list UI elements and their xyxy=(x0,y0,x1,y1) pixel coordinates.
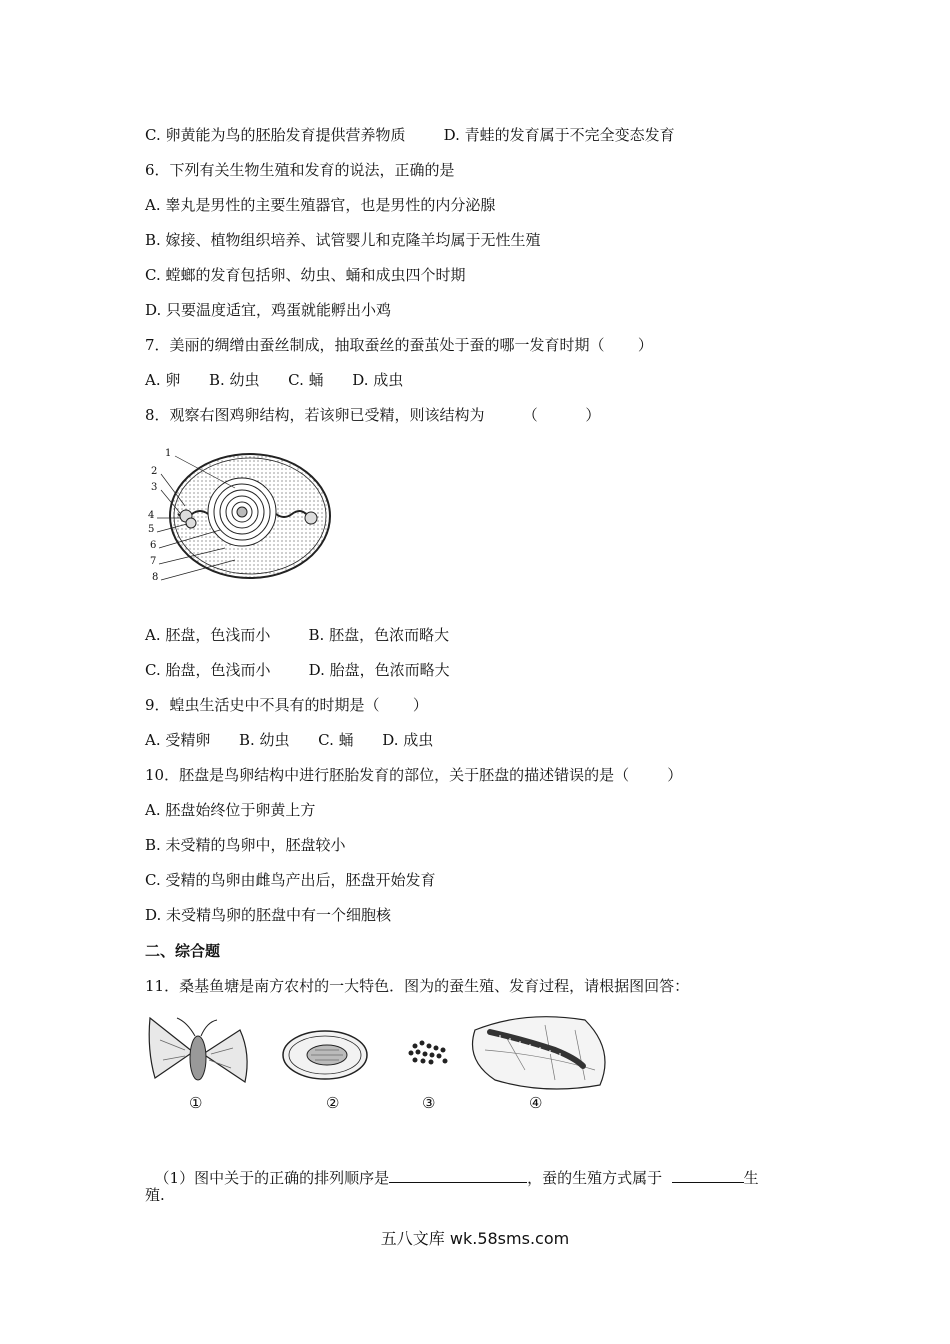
q11-part1-suffix: 生 xyxy=(743,1169,759,1187)
line-2: A. 睾丸是男性的主要生殖器官，也是男性的内分泌腺 xyxy=(145,196,496,214)
egg-diagram xyxy=(145,448,345,588)
egg-label-6: 6 xyxy=(150,540,157,551)
stage-label-2: ② xyxy=(326,1094,340,1112)
egg-label-8: 8 xyxy=(152,572,159,583)
egg-label-4: 4 xyxy=(148,510,155,521)
line-13: 10．胚盘是鸟卵结构中进行胚胎发育的部位，关于胚盘的描述错误的是（ ） xyxy=(145,766,683,784)
stage-label-4: ④ xyxy=(529,1094,543,1112)
line-15: B. 未受精的鸟卵中，胚盘较小 xyxy=(145,836,346,854)
line-8: 8．观察右图鸡卵结构，若该卵已受精，则该结构为 （ ） xyxy=(145,406,601,424)
line-6: 7．美丽的绸缯由蚕丝制成，抽取蚕丝的蚕茧处于蚕的哪一发育时期（ ） xyxy=(145,336,653,354)
line-5: D. 只要温度适宜，鸡蛋就能孵出小鸡 xyxy=(145,301,392,319)
line-4: C. 螳螂的发育包括卵、幼虫、蛹和成虫四个时期 xyxy=(145,266,466,284)
section-heading: 二、综合题 xyxy=(145,942,221,960)
line-16: C. 受精的鸟卵由雌鸟产出后，胚盘开始发育 xyxy=(145,871,436,889)
q11-part1-prefix: （1）图中关于的正确的排列顺序是 xyxy=(154,1169,390,1187)
line-10: C. 胎盘，色浅而小 D. 胎盘，色浓而略大 xyxy=(145,661,450,679)
line-14: A. 胚盘始终位于卵黄上方 xyxy=(145,801,316,819)
reproduction-blank[interactable] xyxy=(672,1166,744,1183)
larva-leaf-drawing xyxy=(473,1017,606,1089)
order-blank[interactable] xyxy=(389,1166,527,1183)
eggs-drawing xyxy=(409,1041,448,1065)
egg-label-7: 7 xyxy=(150,556,157,567)
line-19: 11．桑基鱼塘是南方农村的一大特色．图为的蚕生殖、发育过程，请根据图回答： xyxy=(145,977,690,995)
line-12: A. 受精卵 B. 幼虫 C. 蛹 D. 成虫 xyxy=(145,731,434,749)
stage-label-3: ③ xyxy=(422,1094,436,1112)
stage-label-1: ① xyxy=(189,1094,203,1112)
silkworm-diagram xyxy=(145,1010,615,1095)
line-11: 9．蝗虫生活史中不具有的时期是（ ） xyxy=(145,696,428,714)
line-1: 6．下列有关生物生殖和发育的说法，正确的是 xyxy=(145,161,455,179)
line-0: C. 卵黄能为鸟的胚胎发育提供营养物质 D. 青蛙的发育属于不完全变态发育 xyxy=(145,126,675,144)
line-17: D. 未受精鸟卵的胚盘中有一个细胞核 xyxy=(145,906,392,924)
egg-label-3: 3 xyxy=(151,482,158,493)
line-3: B. 嫁接、植物组织培养、试管婴儿和克隆羊均属于无性生殖 xyxy=(145,231,541,249)
q11-part1 xyxy=(145,1146,759,1188)
egg-label-2: 2 xyxy=(151,466,158,477)
q11-part1-middle: ，蚕的生殖方式属于 xyxy=(527,1169,672,1187)
egg-figure xyxy=(145,448,345,588)
q11-part1-cont: 殖. xyxy=(145,1186,165,1204)
egg-label-1: 1 xyxy=(165,448,172,459)
cocoon-drawing xyxy=(283,1031,367,1079)
page-footer: 五八文库 wk.58sms.com xyxy=(380,1229,570,1248)
moth-drawing xyxy=(149,1018,247,1082)
silkworm-figure xyxy=(145,1010,615,1120)
line-7: A. 卵 B. 幼虫 C. 蛹 D. 成虫 xyxy=(145,371,404,389)
line-9: A. 胚盘，色浅而小 B. 胚盘，色浓而略大 xyxy=(145,626,450,644)
egg-label-5: 5 xyxy=(148,524,155,535)
